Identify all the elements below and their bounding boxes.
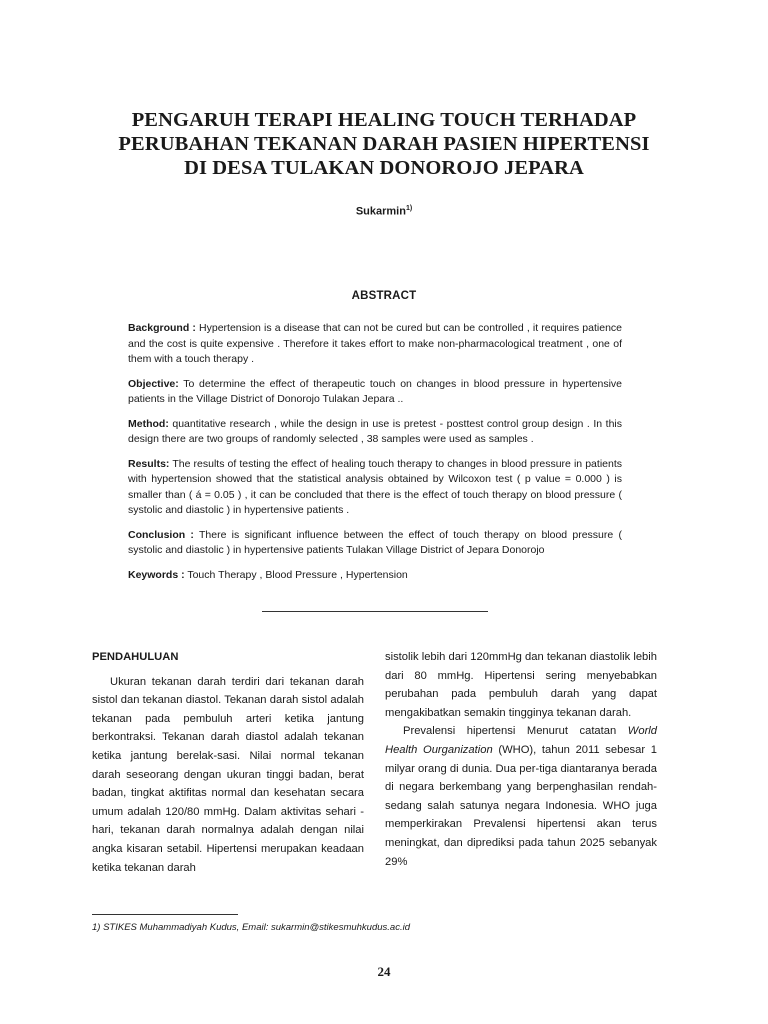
abstract-heading: ABSTRACT — [351, 290, 417, 302]
abstract-background — [128, 321, 622, 368]
author — [0, 205, 768, 218]
keywords-divider — [262, 611, 488, 612]
abstract-keywords — [128, 568, 622, 584]
footnote: 1) STIKES Muhammadiyah Kudus, Email: sukarmin@stikesmuhkudus.ac.id — [92, 922, 410, 933]
method-text: quantitative research , while the design in use is pretest - posttest control group design . In this design there are two groups of randomly selected , 38 samples were used as samples . — [128, 417, 622, 445]
method-label: Method: — [128, 417, 169, 430]
background-label: Background : — [128, 322, 196, 334]
footnote-divider — [92, 914, 238, 915]
paper-title — [60, 108, 708, 180]
title-line-3: DI DESA TULAKAN DONOROJO JEPARA — [184, 157, 584, 179]
body-right-column — [385, 648, 657, 871]
paragraph-3-rest: (WHO), tahun 2011 sebesar 1 milyar orang di dunia. Dua per-tiga diantaranya berada di negara berkembang yang berpenghasilan rendah-sedang salah satunya negara Indonesia. WHO juga memperkirakan Prevalensi hipertensi akan terus meningkat, dan diprediksi pada tahun 2025 sebanyak 29% — [385, 743, 657, 868]
abstract-conclusion — [128, 528, 622, 559]
section-heading: PENDAHULUAN — [92, 651, 179, 663]
author-name: Sukarmin — [355, 205, 406, 218]
conclusion-text: There is significant influence between the effect of touch therapy on blood pressure ( systolic and diastolic ) in hypertensive patients Tulakan Village District of Jepara Donorojo — [128, 528, 622, 556]
title-line-2: PERUBAHAN TEKANAN DARAH PASIEN HIPERTENSI — [118, 133, 650, 155]
results-text: The results of testing the effect of healing touch therapy to changes in blood pressure in patients with hypertension showed that the statistical analysis obtained by Wilcoxon test ( p value = 0.000 ) is smaller than ( á = 0.05 ) , it can be concluded that there is the effect of touch therapy on blood pressure ( systolic and diastolic ) in hypertensive patients . — [128, 457, 622, 516]
keywords-label: Keywords : — [128, 568, 185, 581]
intro-paragraph-3 — [385, 722, 657, 871]
abstract-body — [128, 321, 622, 592]
paragraph-3-start: Prevalensi hipertensi Menurut catatan — [403, 725, 628, 738]
author-affiliation-mark: 1) — [405, 205, 413, 212]
results-label: Results: — [128, 457, 170, 470]
abstract-results — [128, 457, 622, 519]
background-text: Hypertension is a disease that can not be cured but can be controlled , it requires patience and the cost is quite expensive . Therefore it takes effort to make non-pharmacological treatment , one of them with a touch therapy . — [128, 322, 623, 365]
who-name-italic: World Health Ourganization — [385, 725, 657, 756]
keywords-text: Touch Therapy , Blood Pressure , Hypertension — [184, 568, 408, 581]
objective-label: Objective: — [128, 377, 179, 390]
objective-text: To determine the effect of therapeutic touch on changes in blood pressure in hypertensive patients in the Village District of Donorojo Tulakan Jepara .. — [128, 377, 622, 405]
intro-paragraph-2: sistolik lebih dari 120mmHg dan tekanan diastolik lebih dari 80 mmHg. Hipertensi sering menyebabkan perubahan pada pembuluh darah yang dapat mengakibatkan semakin tingginya tekanan darah. — [385, 651, 657, 719]
body-left-column — [92, 648, 364, 877]
title-line-1: PENGARUH TERAPI HEALING TOUCH TERHADAP — [131, 109, 637, 131]
page-number: 24 — [377, 964, 391, 979]
abstract-objective — [128, 377, 622, 408]
conclusion-label: Conclusion : — [128, 528, 194, 541]
intro-paragraph-1: Ukuran tekanan darah terdiri dari tekanan darah sistol dan tekanan diastol. Tekanan darah sistol adalah tekanan pada pembuluh arteri ketika jantung berkontraksi. Tekanan darah diastol adalah tekanan ketika jantung berelak-sasi. Nilai normal tekanan darah seseorang dengan ukuran tinggi badan, berat badan, tingkat aktifitas normal dan kesehatan secara umum adalah 120/80 mmHg. Dalam aktivitas sehari - hari, tekanan darah normalnya adalah dengan nilai angka kisaran setabil. Hipertensi merupakan keadaan ketika tekanan darah — [92, 675, 364, 874]
abstract-method — [128, 417, 622, 448]
